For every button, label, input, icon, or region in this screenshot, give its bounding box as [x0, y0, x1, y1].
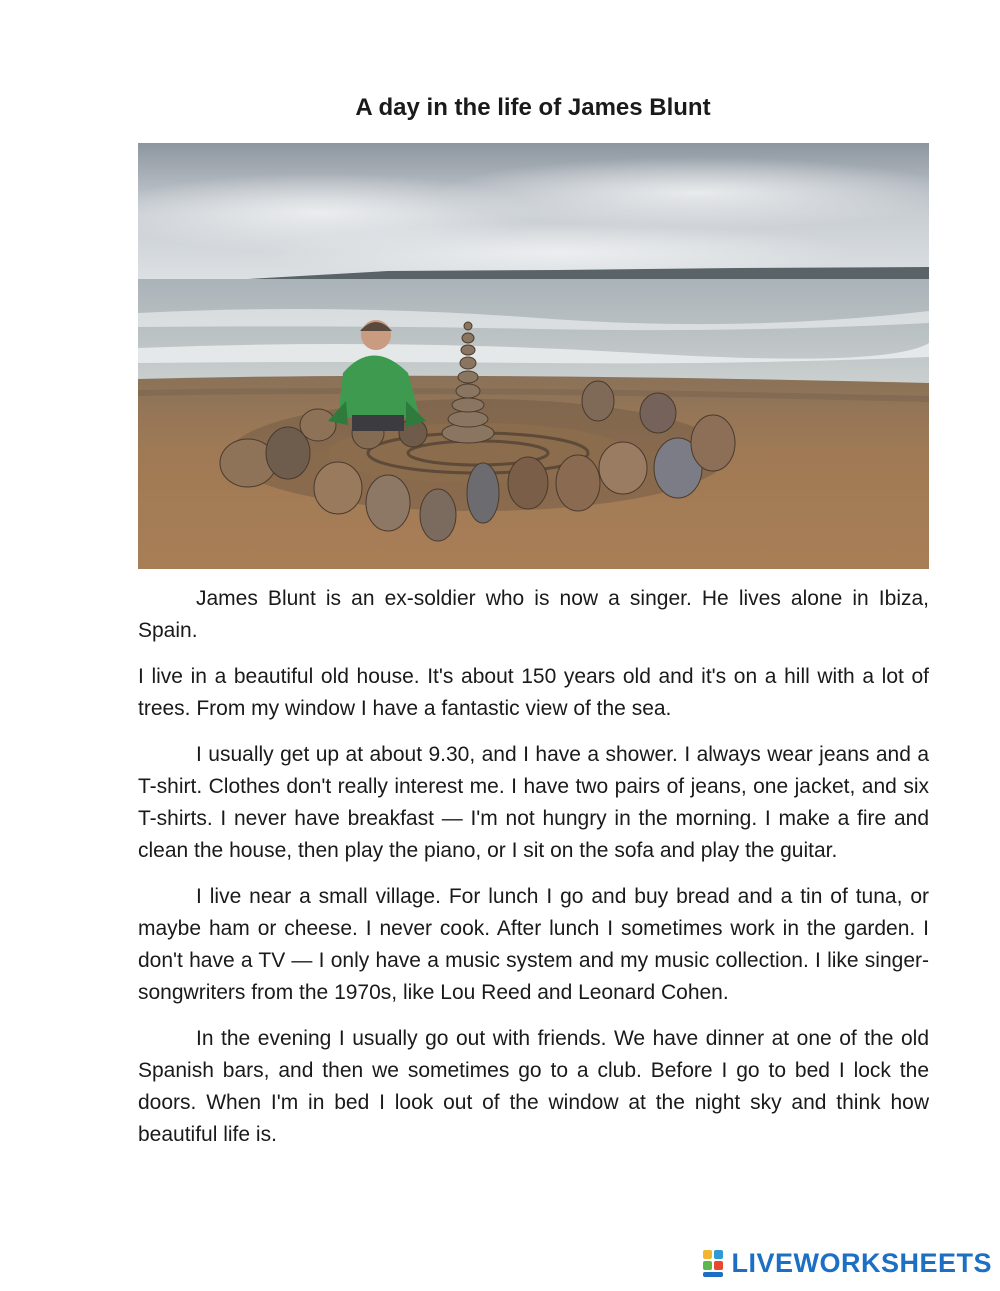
- beach-stone-sculpture-image: [138, 143, 929, 569]
- liveworksheets-logo: [703, 1248, 992, 1279]
- paragraph-house: I live in a beautiful old house. It's about 150 years old and it's on a hill with a lot of trees. From my window I have a fantastic view of the sea.: [138, 665, 929, 720]
- paragraph-intro: James Blunt is an ex-soldier who is now a singer. He lives alone in Ibiza, Spain.: [138, 587, 929, 642]
- article-body: [138, 583, 929, 1165]
- liveworksheets-icon: [703, 1250, 725, 1278]
- beach-photo: [138, 143, 929, 569]
- page-title: A day in the life of James Blunt: [355, 94, 711, 121]
- paragraph-evening: In the evening I usually go out with friends. We have dinner at one of the old Spanish bars, and then we sometimes go to a club. Before I go to bed I lock the doors. When I'm in bed I look out of the window at the night sky and think how beautiful life is.: [138, 1027, 929, 1146]
- paragraph-morning: I usually get up at about 9.30, and I have a shower. I always wear jeans and a T-shirt. Clothes don't really interest me. I have two pairs of jeans, one jacket, and six T-shirts. I never have breakfast — I'm not hungry in the morning. I make a fire and clean the house, then play the piano, or I sit on the sofa and play the guitar.: [138, 743, 929, 862]
- paragraph-afternoon: I live near a small village. For lunch I go and buy bread and a tin of tuna, or maybe ham or cheese. I never cook. After lunch I sometimes work in the garden. I don't have a TV — I only have a music system and my music collection. I like singer-songwriters from the 1970s, like Lou Reed and Leonard Cohen.: [138, 885, 929, 1004]
- liveworksheets-wordmark: LIVEWORKSHEETS: [731, 1248, 992, 1278]
